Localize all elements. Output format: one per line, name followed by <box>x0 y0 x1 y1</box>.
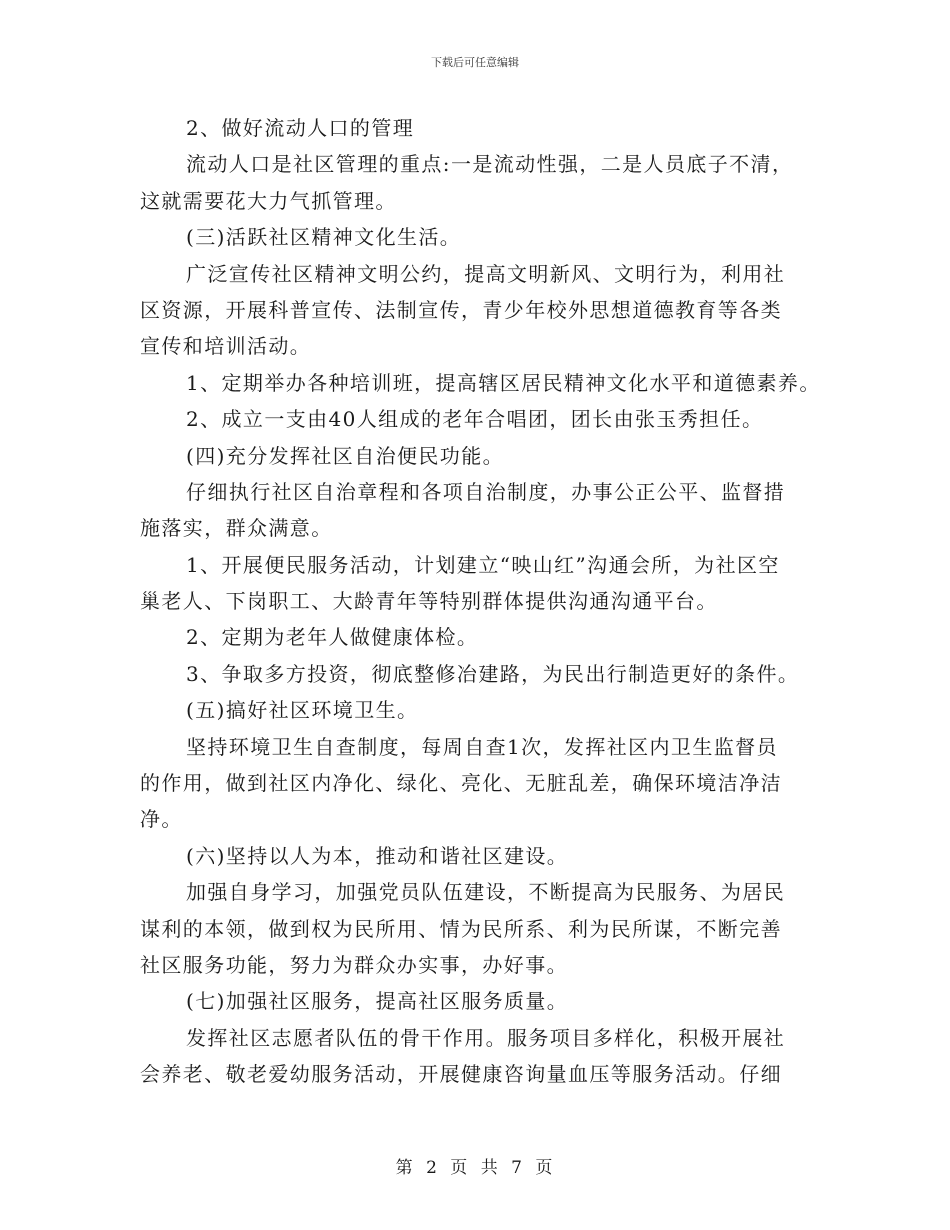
text-line: 坚持环境卫生自查制度，每周自查1次，发挥社区内卫生监督员 <box>186 734 778 759</box>
text-line: (三)活跃社区精神文化生活。 <box>186 225 462 250</box>
text-line: 发挥社区志愿者队伍的骨干作用。服务项目多样化，积极开展社 <box>186 1025 786 1050</box>
text-line: (七)加强社区服务，提高社区服务质量。 <box>186 989 569 1014</box>
text-line: 仔细执行社区自治章程和各项自治制度，办事公正公平、监督措 <box>186 479 786 504</box>
text-line: 这就需要花大力气抓管理。 <box>140 188 397 213</box>
text-line: 净。 <box>140 807 183 832</box>
text-line: 施落实，群众满意。 <box>140 516 333 541</box>
text-line: 宣传和培训活动。 <box>140 334 312 359</box>
text-line: 2、定期为老年人做健康体检。 <box>186 625 479 650</box>
text-line: 的作用，做到社区内净化、绿化、亮化、无脏乱差，确保环境洁净洁 <box>140 771 782 796</box>
text-line: 2、做好流动人口的管理 <box>186 116 415 140</box>
text-line: (四)充分发挥社区自治便民功能。 <box>186 443 505 468</box>
text-line: 1、定期举办各种培训班，提高辖区居民精神文化水平和道德素养。 <box>186 370 821 395</box>
text-line: 加强自身学习，加强党员队伍建设，不断提高为民服务、为居民 <box>186 880 786 905</box>
text-line: 巢老人、下岗职工、大龄青年等特别群体提供沟通沟通平台。 <box>140 589 718 614</box>
page-footer: 第 2 页 共 7 页 <box>395 1158 555 1178</box>
text-line: 会养老、敬老爱幼服务活动，开展健康咨询量血压等服务活动。仔细 <box>140 1062 782 1087</box>
text-line: 广泛宣传社区精神文明公约，提高文明新风、文明行为，利用社 <box>186 261 786 286</box>
text-line: 社区服务功能，努力为群众办实事，办好事。 <box>140 952 568 977</box>
text-line: 2、成立一支由40人组成的老年合唱团，团长由张玉秀担任。 <box>186 407 764 432</box>
text-line: 区资源，开展科普宣传、法制宣传，青少年校外思想道德教育等各类 <box>140 297 782 322</box>
document-body <box>140 110 820 1093</box>
text-line: (六)坚持以人为本，推动和谐社区建设。 <box>186 843 569 868</box>
page-header: 下载后可任意编辑 <box>431 56 519 69</box>
text-line: 3、争取多方投资，彻底整修冶建路，为民出行制造更好的条件。 <box>186 661 800 686</box>
text-line: 谋利的本领，做到权为民所用、情为民所系、利为民所谋，不断完善 <box>140 916 782 941</box>
text-line: 1、开展便民服务活动，计划建立“映山红”沟通会所，为社区空 <box>186 552 780 577</box>
text-line: 流动人口是社区管理的重点:一是流动性强，二是人员底子不清， <box>186 152 794 177</box>
text-line: (五)搞好社区环境卫生。 <box>186 698 419 723</box>
